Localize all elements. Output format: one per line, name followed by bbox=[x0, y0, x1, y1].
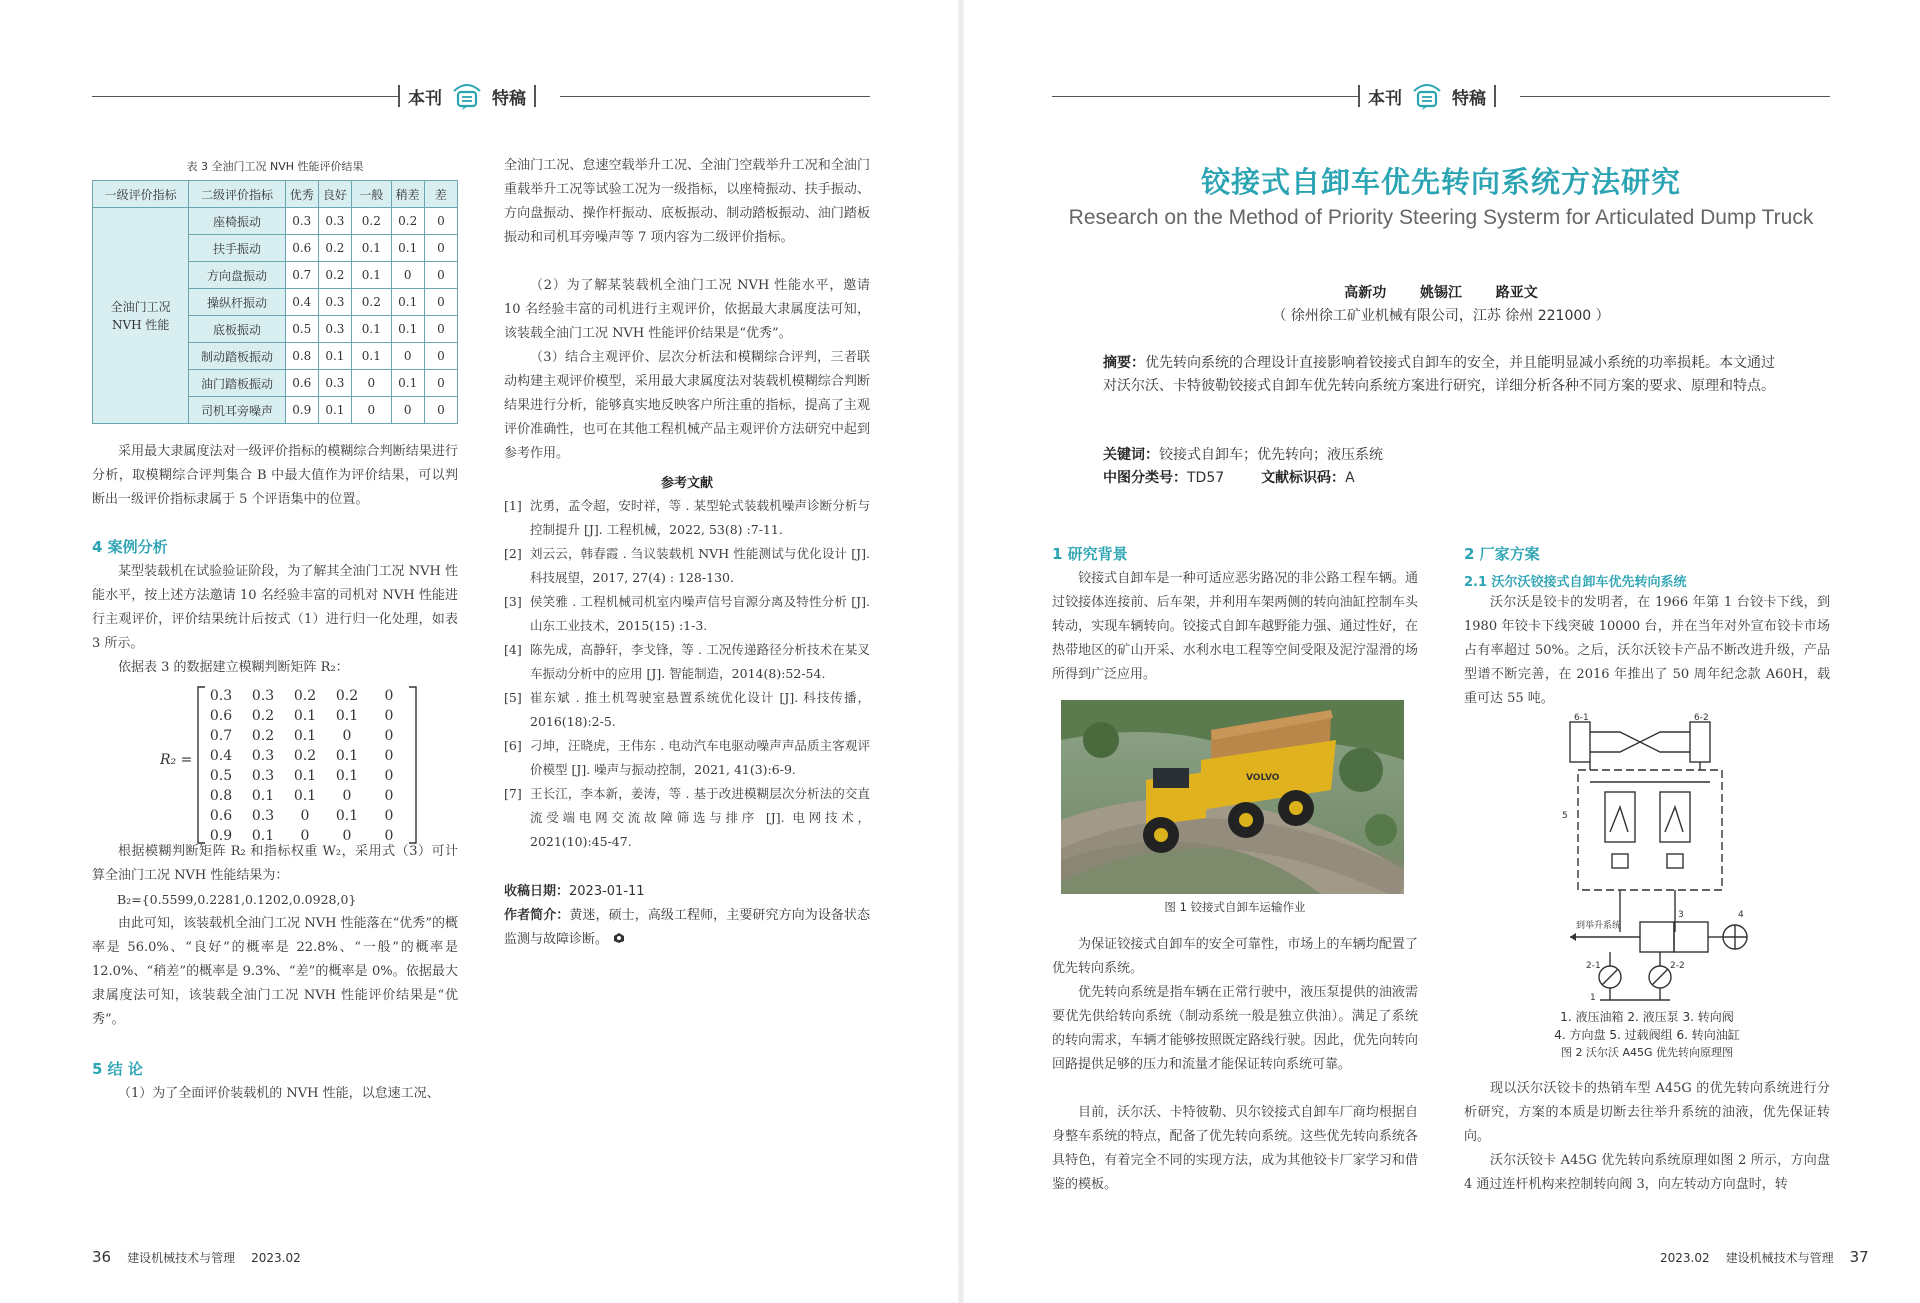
class-label: 中图分类号： bbox=[1103, 470, 1187, 486]
reference-number: [5] bbox=[504, 690, 522, 705]
table-cell: 0.1 bbox=[318, 343, 351, 370]
matrix-cell: 0.8 bbox=[209, 788, 233, 804]
table-cell: 0.2 bbox=[391, 208, 424, 235]
table-cell: 0.1 bbox=[391, 289, 424, 316]
author-list bbox=[1052, 282, 1830, 302]
paragraph: 优先转向系统是指车辆在正常行驶中，液压泵提供的油液需要优先供给转向系统（制动系统一般是独立供油）。满足了系统的转向需求，车辆才能够按照既定路线行驶。因此，优先向转向回路提供足够的压力和流量才能保证转向系统可靠。 bbox=[1052, 985, 1418, 1072]
matrix-cell: 0.1 bbox=[251, 788, 275, 804]
table-cell: 0 bbox=[391, 262, 424, 289]
matrix-cell: 0.1 bbox=[293, 788, 317, 804]
table-cell: 0.1 bbox=[391, 235, 424, 262]
table-cell: 0.1 bbox=[352, 343, 392, 370]
hydraulic-schematic bbox=[1550, 712, 1750, 1002]
header-label: 特稿 bbox=[492, 88, 526, 109]
reference-item bbox=[504, 686, 870, 734]
paragraph: 现以沃尔沃铰卡的热销车型 A45G 的优先转向系统进行分析研究，方案的本质是切断去往举升系统的油液，优先保证转向。 bbox=[1464, 1081, 1830, 1144]
section-heading: 4 案例分析 bbox=[92, 538, 168, 556]
table-cell: 0.3 bbox=[318, 208, 351, 235]
footer-left bbox=[92, 1248, 301, 1266]
matrix-row bbox=[200, 686, 410, 706]
reference-number: [4] bbox=[504, 642, 522, 657]
end-mark-icon bbox=[612, 932, 626, 944]
second-level-index: 操纵杆振动 bbox=[189, 289, 285, 316]
table-cell: 0 bbox=[391, 343, 424, 370]
author-value: 黄迷，硕士，高级工程师，主要研究方向为设备状态监测与故障诊断。 bbox=[504, 908, 870, 947]
matrix-cell: 0.3 bbox=[251, 768, 275, 784]
matrix-row bbox=[200, 806, 410, 826]
matrix-row bbox=[200, 786, 410, 806]
diagram-label: 2-2 bbox=[1670, 961, 1685, 971]
column-header: 一级评价指标 bbox=[93, 181, 189, 208]
matrix-bracket-right bbox=[408, 686, 418, 844]
reference-item bbox=[504, 782, 870, 854]
legend-line: 1. 液压油箱 2. 液压泵 3. 转向阀 bbox=[1560, 1010, 1734, 1024]
keywords-label: 关键词： bbox=[1103, 447, 1159, 463]
evaluation-table bbox=[92, 180, 458, 424]
author-name: 高新功 bbox=[1344, 285, 1387, 301]
matrix-cell: 0.6 bbox=[209, 808, 233, 824]
matrix-row bbox=[200, 766, 410, 786]
reference-number: [6] bbox=[504, 738, 522, 753]
reference-text: 刁坤，汪晓虎，王伟东 . 电动汽车电驱动噪声声品质主客观评价模型 [J]. 噪声与振动控制，2021, 41(3):6-9. bbox=[530, 738, 870, 777]
fuzzy-matrix bbox=[200, 686, 410, 846]
table-cell: 0.6 bbox=[285, 370, 318, 397]
book-icon bbox=[450, 81, 484, 111]
table-cell: 0.1 bbox=[352, 316, 392, 343]
table-cell: 0.1 bbox=[318, 397, 351, 424]
table-cell: 0.2 bbox=[318, 235, 351, 262]
table-cell: 0.1 bbox=[391, 370, 424, 397]
matrix-cell: 0.1 bbox=[335, 808, 359, 824]
reference-text: 侯笑雅 . 工程机械司机室内噪声信号盲源分离及特性分析 [J]. 山东工业技术，2015(15) :1-3. bbox=[530, 594, 870, 633]
reference-text: 刘云云，韩春霞 . 刍议装载机 NVH 性能测试与优化设计 [J]. 科技展望，2017, 27(4) : 128-130. bbox=[530, 546, 870, 585]
reference-text: 沈勇，孟令超，安时祥，等 . 某型轮式装载机噪声诊断分析与控制提升 [J]. 工程机械，2022, 53(8) :7-11. bbox=[530, 498, 870, 537]
header-rule-right bbox=[1520, 96, 1830, 97]
reference-text: 崔东斌 . 推土机驾驶室悬置系统优化设计 [J]. 科技传播，2016(18):2-5. bbox=[530, 690, 870, 729]
table-cell: 0 bbox=[352, 370, 392, 397]
first-level-index: 全油门工况 NVH 性能 bbox=[93, 208, 189, 424]
matrix-cell: 0.2 bbox=[293, 748, 317, 764]
reference-item bbox=[504, 590, 870, 638]
running-header-left bbox=[398, 78, 536, 114]
paragraph: （3）结合主观评价、层次分析法和模糊综合评判，三者联动构建主观评价模型，采用最大隶属度法对装载机模糊综合判断结果进行分析，能够真实地反映客户所注重的指标，提高了主观评价准确性，也可在其他工程机械产品主观评价方法研究中起到参考作用。 bbox=[504, 350, 870, 461]
diagram-label: 6-1 bbox=[1574, 713, 1589, 723]
classification bbox=[1103, 467, 1779, 490]
references-heading: 参考文献 bbox=[660, 476, 713, 491]
journal-name: 建设机械技术与管理 bbox=[1725, 1251, 1834, 1265]
matrix-cell: 0 bbox=[384, 768, 394, 784]
table-cell: 0 bbox=[424, 397, 457, 424]
article-title: 铰接式自卸车优先转向系统方法研究 bbox=[1200, 165, 1681, 199]
paragraph: 采用最大隶属度法对一级评价指标的模糊综合判断结果进行分析，取模糊综合评判集合 B 中最大值作为评价结果，可以判断出一级评价指标隶属于 5 个评语集中的位置。 bbox=[92, 444, 458, 507]
matrix-cell: 0.9 bbox=[209, 828, 233, 844]
matrix-cell: 0.3 bbox=[251, 748, 275, 764]
matrix-cell: 0.5 bbox=[209, 768, 233, 784]
abstract-text: 优先转向系统的合理设计直接影响着铰接式自卸车的安全，并且能明显减小系统的功率损耗。本文通过对沃尔沃、卡特彼勒铰接式自卸车优先转向系统方案进行研究，详细分析各种不同方案的要求、原理和特点。 bbox=[1103, 355, 1775, 394]
reference-item bbox=[504, 494, 870, 542]
header-rule-left bbox=[1052, 96, 1358, 97]
matrix-cell: 0.3 bbox=[251, 808, 275, 824]
truck-brand: VOLVO bbox=[1246, 773, 1280, 783]
class-value: TD57 bbox=[1187, 470, 1225, 486]
table-cell: 0.3 bbox=[318, 289, 351, 316]
journal-name: 建设机械技术与管理 bbox=[127, 1251, 236, 1265]
reference-item bbox=[504, 542, 870, 590]
table-cell: 0 bbox=[424, 262, 457, 289]
matrix-cell: 0.3 bbox=[209, 688, 233, 704]
table-cell: 0.3 bbox=[285, 208, 318, 235]
abstract bbox=[1103, 352, 1779, 398]
table-cell: 0.1 bbox=[391, 316, 424, 343]
column-header: 良好 bbox=[318, 181, 351, 208]
matrix-row bbox=[200, 726, 410, 746]
reference-text: 王长江，李本新，姜涛，等 . 基于改进模糊层次分析法的交直流受端电网交流故障筛选与排序 [J]. 电网技术，2021(10):45-47. bbox=[530, 786, 870, 849]
table-cell: 0 bbox=[424, 370, 457, 397]
second-level-index: 底板振动 bbox=[189, 316, 285, 343]
received-label: 收稿日期： bbox=[504, 884, 570, 899]
diagram-label: 5 bbox=[1562, 811, 1568, 821]
matrix-cell: 0 bbox=[300, 828, 310, 844]
truck-photo bbox=[1061, 700, 1404, 894]
diagram-label: 1 bbox=[1590, 993, 1596, 1002]
matrix-cell: 0.2 bbox=[251, 728, 275, 744]
table-cell: 0.3 bbox=[318, 370, 351, 397]
column-header: 稍差 bbox=[391, 181, 424, 208]
table-caption: 表 3 全油门工况 NVH 性能评价结果 bbox=[186, 160, 364, 173]
page-number: 36 bbox=[92, 1248, 112, 1266]
paragraph: （1）为了全面评价装载机的 NVH 性能，以怠速工况、 bbox=[118, 1086, 440, 1101]
reference-number: [7] bbox=[504, 786, 522, 801]
matrix-cell: 0.2 bbox=[335, 688, 359, 704]
reference-list bbox=[504, 494, 870, 854]
author-label: 作者简介： bbox=[504, 908, 570, 923]
author-bio bbox=[504, 904, 870, 952]
table-cell: 0.1 bbox=[352, 262, 392, 289]
matrix-cell: 0.4 bbox=[209, 748, 233, 764]
diagram-label: 到举升系统 bbox=[1576, 921, 1622, 931]
paragraph: 全油门工况、怠速空载举升工况、全油门空载举升工况和全油门重载举升工况等试验工况为一级指标，以座椅振动、扶手振动、方向盘振动、操作杆振动、底板振动、制动踏板振动、油门踏板振动和司机耳旁噪声等 7 项内容为二级评价指标。 bbox=[504, 158, 870, 245]
table-cell: 0 bbox=[424, 289, 457, 316]
diagram-label: 3 bbox=[1678, 910, 1684, 920]
matrix-cell: 0.1 bbox=[335, 708, 359, 724]
matrix-cell: 0.7 bbox=[209, 728, 233, 744]
received-value: 2023-01-11 bbox=[569, 884, 645, 899]
keywords bbox=[1103, 444, 1779, 467]
paragraph: 目前，沃尔沃、卡特彼勒、贝尔铰接式自卸车厂商均根据自身整车系统的特点，配备了优先转向系统。这些优先转向系统各具特色，有着完全不同的实现方法，成为其他铰卡厂家学习和借鉴的模板。 bbox=[1052, 1105, 1418, 1192]
table-cell: 0 bbox=[352, 397, 392, 424]
table-cell: 0.5 bbox=[285, 316, 318, 343]
figure-caption: 图 1 铰接式自卸车运输作业 bbox=[1164, 900, 1306, 914]
table-cell: 0.2 bbox=[352, 289, 392, 316]
header-label: 本刊 bbox=[1368, 88, 1402, 109]
reference-text: 陈先成，高静轩，李戈锋，等 . 工况传递路径分析技术在某叉车振动分析中的应用 [J]. 智能制造，2014(8):52-54. bbox=[530, 642, 870, 681]
reference-item bbox=[504, 638, 870, 686]
table-cell: 0.6 bbox=[285, 235, 318, 262]
section-heading: 5 结 论 bbox=[92, 1060, 143, 1078]
table-cell: 0 bbox=[391, 397, 424, 424]
doc-code-value: A bbox=[1345, 470, 1355, 486]
table-cell: 0.2 bbox=[352, 208, 392, 235]
table-cell: 0.4 bbox=[285, 289, 318, 316]
column-header: 二级评价指标 bbox=[189, 181, 285, 208]
book-icon bbox=[1410, 81, 1444, 111]
table-cell: 0.9 bbox=[285, 397, 318, 424]
matrix-row bbox=[200, 706, 410, 726]
matrix-cell: 0.2 bbox=[251, 708, 275, 724]
matrix-cell: 0.1 bbox=[251, 828, 275, 844]
diagram-label: 2-1 bbox=[1586, 961, 1601, 971]
received-date bbox=[504, 880, 870, 904]
issue-number: 2023.02 bbox=[1660, 1251, 1710, 1265]
subsection-heading: 2.1 沃尔沃铰接式自卸车优先转向系统 bbox=[1464, 575, 1687, 590]
matrix-cell: 0 bbox=[384, 788, 394, 804]
header-label: 特稿 bbox=[1452, 88, 1486, 109]
second-level-index: 司机耳旁噪声 bbox=[189, 397, 285, 424]
table-cell: 0.8 bbox=[285, 343, 318, 370]
diagram-label: 4 bbox=[1738, 910, 1744, 920]
diagram-label: 6-2 bbox=[1694, 713, 1709, 723]
reference-number: [1] bbox=[504, 498, 522, 513]
running-header-right bbox=[1358, 78, 1496, 114]
table-cell: 0 bbox=[424, 343, 457, 370]
second-level-index: 扶手振动 bbox=[189, 235, 285, 262]
header-bar bbox=[1358, 85, 1360, 107]
matrix-cell: 0 bbox=[342, 788, 352, 804]
matrix-cell: 0 bbox=[384, 728, 394, 744]
second-level-index: 油门踏板振动 bbox=[189, 370, 285, 397]
header-bar bbox=[534, 85, 536, 107]
section-heading: 1 研究背景 bbox=[1052, 545, 1128, 563]
issue-number: 2023.02 bbox=[251, 1251, 301, 1265]
second-level-index: 座椅振动 bbox=[189, 208, 285, 235]
matrix-label: R₂ = bbox=[160, 752, 193, 768]
table-cell: 0.1 bbox=[352, 235, 392, 262]
affiliation: （ 徐州徐工矿业机械有限公司，江苏 徐州 221000 ） bbox=[1272, 308, 1610, 324]
matrix-cell: 0.1 bbox=[293, 708, 317, 724]
reference-number: [3] bbox=[504, 594, 522, 609]
table-cell: 0.7 bbox=[285, 262, 318, 289]
paragraph: 根据模糊判断矩阵 R₂ 和指标权重 W₂，采用式（3）可计算全油门工况 NVH 性能结果为： bbox=[92, 844, 458, 883]
paragraph: 沃尔沃铰卡 A45G 优先转向系统原理如图 2 所示，方向盘 4 通过连杆机构来控制转向阀 3，向左转动方向盘时，转 bbox=[1464, 1153, 1830, 1192]
table-row bbox=[93, 208, 458, 235]
matrix-cell: 0.1 bbox=[293, 728, 317, 744]
matrix-cell: 0.1 bbox=[335, 748, 359, 764]
second-level-index: 制动踏板振动 bbox=[189, 343, 285, 370]
table-cell: 0.2 bbox=[318, 262, 351, 289]
author-name: 姚锡江 bbox=[1420, 285, 1462, 301]
matrix-cell: 0.6 bbox=[209, 708, 233, 724]
table-header-row bbox=[93, 181, 458, 208]
table-cell: 0 bbox=[424, 316, 457, 343]
matrix-cell: 0 bbox=[342, 828, 352, 844]
section-heading: 2 厂家方案 bbox=[1464, 545, 1540, 563]
table-cell: 0.3 bbox=[318, 316, 351, 343]
column-header: 一般 bbox=[352, 181, 392, 208]
reference-item bbox=[504, 734, 870, 782]
formula-b2: B₂={0.5599,0.2281,0.1202,0.0928,0} bbox=[117, 892, 357, 907]
header-bar bbox=[398, 85, 400, 107]
paragraph: 沃尔沃是铰卡的发明者，在 1966 年第 1 台铰卡下线，到 1980 年铰卡下线突破 10000 台，并在当年对外宣布铰卡市场占有率超过 50%。之后，沃尔沃铰卡产品不断改进升级，产品型谱不断完善，在 2016 年推出了 50 周年纪念款 A60H，载重可达 55 吨。 bbox=[1464, 595, 1830, 706]
matrix-cell: 0 bbox=[342, 728, 352, 744]
column-header: 优秀 bbox=[285, 181, 318, 208]
column-header: 差 bbox=[424, 181, 457, 208]
page-number: 37 bbox=[1849, 1248, 1869, 1266]
matrix-cell: 0.1 bbox=[335, 768, 359, 784]
abstract-label: 摘要： bbox=[1103, 355, 1145, 371]
page-gutter bbox=[958, 0, 964, 1303]
matrix-cell: 0 bbox=[384, 688, 394, 704]
paragraph: 铰接式自卸车是一种可适应恶劣路况的非公路工程车辆。通过铰接体连接前、后车架，并利用车架两侧的转向油缸控制车头转动，实现车辆转向。铰接式自卸车越野能力强、通过性好，在热带地区的矿山开采、水利水电工程等空间受限及泥泞湿滑的场所得到广泛应用。 bbox=[1052, 571, 1418, 682]
matrix-cell: 0 bbox=[384, 808, 394, 824]
keywords-text: 铰接式自卸车；优先转向；液压系统 bbox=[1159, 447, 1383, 463]
reference-number: [2] bbox=[504, 546, 522, 561]
matrix-cell: 0.1 bbox=[293, 768, 317, 784]
footer-right bbox=[1660, 1248, 1869, 1266]
paragraph: （2）为了解某装载机全油门工况 NVH 性能水平，邀请 10 名经验丰富的司机进行主观评价，依据最大隶属度法可知，该装载全油门工况 NVH 性能评价结果是“优秀”。 bbox=[504, 278, 870, 341]
header-bar bbox=[1494, 85, 1496, 107]
paragraph: 某型装载机在试验验证阶段，为了解其全油门工况 NVH 性能水平，按上述方法邀请 10 名经验丰富的司机对 NVH 性能进行主观评价，评价结果统计后按式（1）进行归一化处理，如表 3 所示。 bbox=[92, 564, 458, 651]
table-cell: 0 bbox=[424, 235, 457, 262]
author-name: 路亚文 bbox=[1495, 285, 1538, 301]
matrix-cell: 0 bbox=[384, 828, 394, 844]
second-level-index: 方向盘振动 bbox=[189, 262, 285, 289]
doc-code-label: 文献标识码： bbox=[1261, 470, 1346, 486]
matrix-cell: 0.3 bbox=[251, 688, 275, 704]
matrix-cell: 0 bbox=[384, 708, 394, 724]
matrix-cell: 0.2 bbox=[293, 688, 317, 704]
header-rule-right bbox=[560, 96, 870, 97]
paragraph: 由此可知，该装载机全油门工况 NVH 性能落在“优秀”的概率是 56.0%、“良好”的概率是 22.8%、“一般”的概率是 12.0%、“稍差”的概率是 9.3%、“差”的概率是 0%。依据最大隶属度法可知，该装载全油门工况 NVH 性能评价结果是“优秀”。 bbox=[92, 916, 458, 1027]
matrix-cell: 0 bbox=[384, 748, 394, 764]
legend-line: 4. 方向盘 5. 过载阀组 6. 转向油缸 bbox=[1554, 1028, 1740, 1042]
header-rule-left bbox=[92, 96, 398, 97]
figure-caption: 图 2 沃尔沃 A45G 优先转向原理图 bbox=[1560, 1046, 1734, 1059]
table-cell: 0 bbox=[424, 208, 457, 235]
paragraph: 依据表 3 的数据建立模糊判断矩阵 R₂： bbox=[118, 660, 349, 675]
matrix-cell: 0 bbox=[300, 808, 310, 824]
matrix-row bbox=[200, 746, 410, 766]
article-title-english: Research on the Method of Priority Steering Systerm for Articulated Dump Truck bbox=[1068, 206, 1814, 229]
paragraph: 为保证铰接式自卸车的安全可靠性，市场上的车辆均配置了优先转向系统。 bbox=[1052, 937, 1418, 976]
header-label: 本刊 bbox=[408, 88, 442, 109]
figure-legend bbox=[1464, 1008, 1830, 1062]
